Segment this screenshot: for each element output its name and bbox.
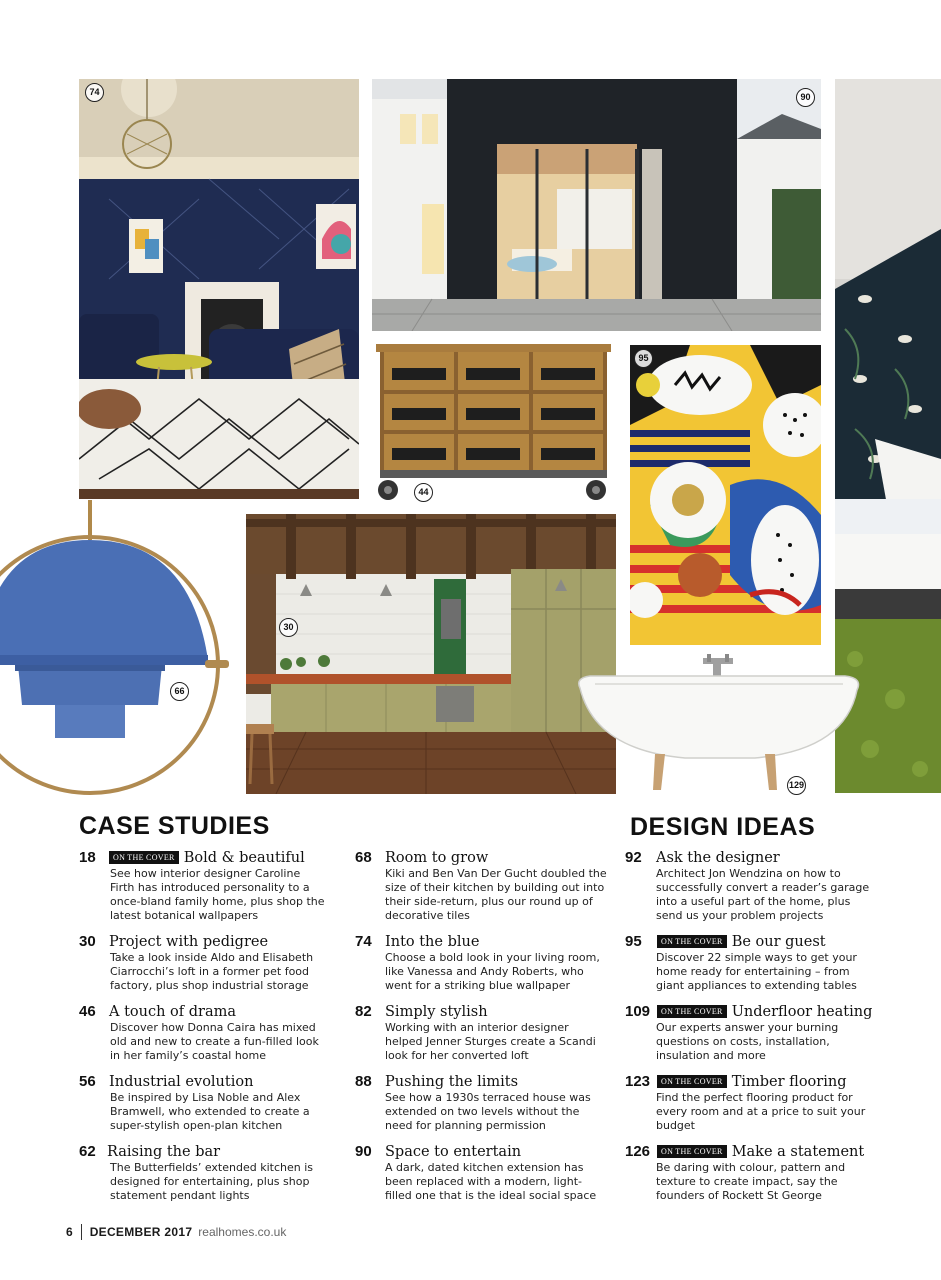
on-the-cover-badge: ON THE COVER	[657, 935, 727, 948]
website-link[interactable]: realhomes.co.uk	[198, 1225, 287, 1239]
article-title: Raising the bar	[107, 1144, 221, 1160]
article-title: Timber flooring	[731, 1074, 847, 1090]
article-title: Underfloor heating	[731, 1004, 873, 1020]
page-number: 56	[79, 1073, 96, 1090]
article-title: Into the blue	[385, 934, 480, 950]
article-title: Industrial evolution	[109, 1074, 254, 1090]
contents-entry[interactable]	[355, 1143, 630, 1203]
page-number: 46	[79, 1003, 96, 1020]
on-the-cover-badge: ON THE COVER	[657, 1005, 727, 1018]
page-number: 68	[355, 849, 372, 866]
contents-entry[interactable]	[625, 849, 925, 923]
design-ideas-heading: DESIGN IDEAS	[630, 813, 816, 841]
kitchen-photo	[246, 514, 616, 794]
extension-photo	[372, 79, 821, 331]
page-footer	[66, 1224, 286, 1240]
article-description: A dark, dated kitchen extension has been replaced with a modern, light-filled one that is the ideal social space	[385, 1161, 597, 1202]
page-ref-badge: 90	[796, 88, 815, 107]
article-description: Choose a bold look in your living room, like Vanessa and Andy Roberts, who went for a striking blue wallpaper	[385, 951, 600, 992]
footer-divider	[81, 1224, 82, 1240]
article-description: Working with an interior designer helped Jenner Sturges create a Scandi look for her converted loft	[385, 1021, 596, 1062]
page-number: 92	[625, 849, 642, 866]
article-title: Be our guest	[731, 934, 826, 950]
contents-entry[interactable]	[355, 849, 630, 923]
tableware-photo	[630, 345, 821, 645]
page-ref-badge: 44	[414, 483, 433, 502]
pendant-lamp-photo	[0, 500, 245, 800]
article-title: Space to entertain	[385, 1144, 522, 1160]
contents-entry[interactable]	[355, 1073, 630, 1133]
page-number: 18	[79, 849, 96, 866]
article-description: Find the perfect flooring product for every room and at a price to suit your budget	[656, 1091, 866, 1132]
article-description: Discover 22 simple ways to get your home ready for entertaining – from giant appliances to extending tables	[656, 951, 857, 992]
page-number: 126	[625, 1143, 651, 1160]
contents-entry[interactable]	[625, 1073, 925, 1133]
bath-photo	[575, 650, 865, 798]
article-description: Take a look inside Aldo and Elisabeth Ciarrocchi’s loft in a former pet food factory, plus shop industrial storage	[110, 951, 314, 992]
page-number: 109	[625, 1003, 651, 1020]
page-number: 90	[355, 1143, 372, 1160]
on-the-cover-badge: ON THE COVER	[657, 1145, 727, 1158]
contents-entry[interactable]	[79, 1003, 354, 1063]
contents-entry[interactable]	[625, 933, 925, 993]
article-title: Bold & beautiful	[183, 850, 305, 866]
article-title: A touch of drama	[109, 1004, 237, 1020]
article-description: Kiki and Ben Van Der Gucht doubled the size of their kitchen by building out into their side-return, plus our round up of decorative tiles	[385, 867, 607, 922]
page-ref-badge: 30	[279, 618, 298, 637]
article-title: Project with pedigree	[109, 934, 269, 950]
article-description: Be inspired by Lisa Noble and Alex Bramwell, who extended to create a super-stylish open-plan kitchen	[110, 1091, 310, 1132]
article-title: Pushing the limits	[385, 1074, 519, 1090]
page-number: 62	[79, 1143, 96, 1160]
page-ref-badge: 95	[634, 349, 653, 368]
page-number: 95	[625, 933, 642, 950]
contents-entry[interactable]	[79, 849, 354, 923]
article-description: See how a 1930s terraced house was extended on two levels without the need for planning permission	[385, 1091, 591, 1132]
page-number-footer: 6	[66, 1225, 73, 1239]
case-studies-heading: CASE STUDIES	[79, 812, 270, 840]
contents-entry[interactable]	[79, 933, 354, 993]
page-ref-badge: 129	[787, 776, 806, 795]
page-ref-badge: 74	[85, 83, 104, 102]
contents-entry[interactable]	[79, 1073, 354, 1133]
article-title: Room to grow	[385, 850, 489, 866]
living-room-photo	[79, 79, 359, 499]
article-description: Discover how Donna Caira has mixed old and new to create a fun-filled look in her family’s coastal home	[110, 1021, 319, 1062]
article-description: Be daring with colour, pattern and texture to create impact, say the founders of Rockett St George	[656, 1161, 846, 1202]
cabinet-photo	[372, 340, 615, 505]
article-title: Ask the designer	[656, 850, 780, 866]
issue-date: DECEMBER 2017	[89, 1225, 193, 1239]
article-description: Our experts answer your burning questions on costs, installation, insulation and more	[656, 1021, 839, 1062]
article-description: Architect Jon Wendzina on how to successfully convert a reader’s garage into a useful part of the home, plus send us your problem projects	[656, 867, 870, 922]
page-number: 88	[355, 1073, 372, 1090]
page-number: 30	[79, 933, 96, 950]
on-the-cover-badge: ON THE COVER	[109, 851, 179, 864]
article-description: See how interior designer Caroline Firth has introduced personality to a once-bland family home, plus shop the latest botanical wallpapers	[110, 867, 325, 922]
contents-entry[interactable]	[355, 933, 630, 993]
article-description: The Butterfields’ extended kitchen is designed for entertaining, plus shop statement pendant lights	[110, 1161, 313, 1202]
contents-entry[interactable]	[625, 1143, 925, 1203]
article-title: Simply stylish	[385, 1004, 488, 1020]
article-title: Make a statement	[731, 1144, 865, 1160]
on-the-cover-badge: ON THE COVER	[657, 1075, 727, 1088]
contents-entry[interactable]	[625, 1003, 925, 1063]
contents-entry[interactable]	[355, 1003, 630, 1063]
contents-entry[interactable]	[79, 1143, 354, 1203]
page-number: 123	[625, 1073, 651, 1090]
page-number: 74	[355, 933, 372, 950]
page-number: 82	[355, 1003, 372, 1020]
page-ref-badge: 66	[170, 682, 189, 701]
